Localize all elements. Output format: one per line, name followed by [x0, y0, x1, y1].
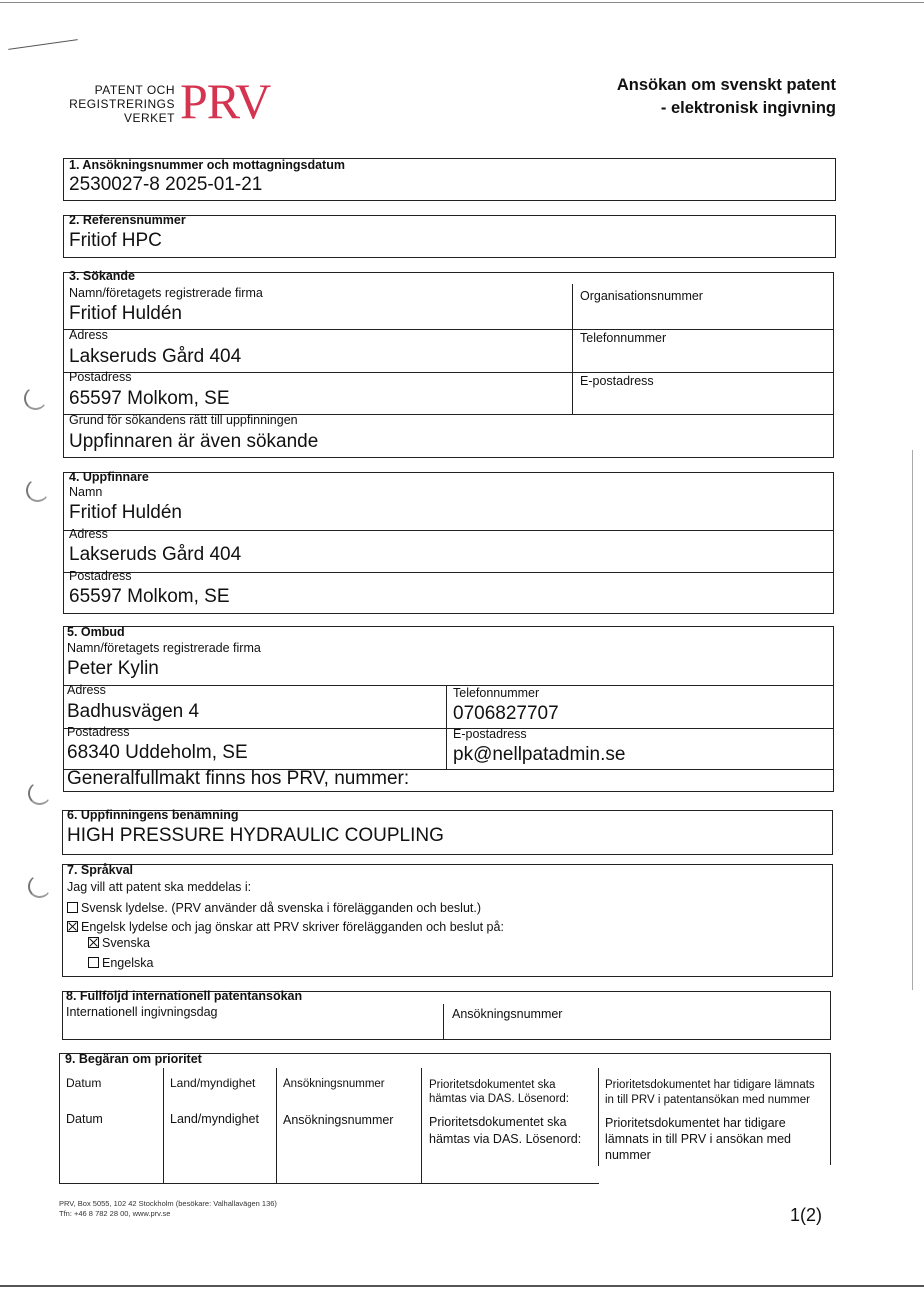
page-number: 1(2)	[790, 1205, 823, 1225]
field-label: E-postadress	[580, 374, 654, 388]
divider	[63, 728, 834, 729]
representative-phone-value: 0706827707	[453, 703, 559, 724]
checkbox-swedish[interactable]	[67, 902, 78, 913]
representative-postal-value: 68340 Uddeholm, SE	[67, 742, 248, 763]
footer-address: PRV, Box 5055, 102 42 Stockholm (besökare: Valhallavägen 136) Tfn: +46 8 782 28 00, www.prv.se	[59, 1199, 277, 1218]
checkbox-english[interactable]	[67, 921, 78, 932]
divider	[598, 1068, 599, 1166]
field-label: Namn/företagets registrerade firma	[67, 641, 261, 655]
field-label: Adress	[69, 328, 108, 342]
section-heading: 2. Referensnummer	[69, 213, 186, 227]
punch-hole-mark	[26, 479, 49, 502]
pen-mark	[8, 39, 77, 50]
section-heading: 9. Begäran om prioritet	[65, 1052, 202, 1066]
priority-country-label: Land/myndighet	[170, 1112, 259, 1126]
priority-number-label: Ansökningsnummer	[283, 1078, 385, 1090]
inventor-name-value: Fritiof Huldén	[69, 502, 182, 523]
logo-text: PATENT OCH REGISTRERINGS VERKET	[69, 83, 175, 125]
field-label: Organisationsnummer	[580, 289, 703, 303]
priority-das-label: Prioritetsdokumentet ska hämtas via DAS. Lösenord:	[429, 1115, 582, 1146]
priority-country-label: Land/myndighet	[170, 1076, 256, 1090]
logo-mark: PRV	[180, 73, 271, 129]
title-line-1: Ansökan om svenskt patent	[616, 76, 836, 94]
field-label: Adress	[69, 527, 108, 541]
field-label: Adress	[67, 683, 106, 697]
field-label: Telefonnummer	[580, 331, 667, 345]
divider	[63, 685, 834, 686]
checkbox-sub-swedish[interactable]	[88, 937, 99, 948]
punch-hole-mark	[28, 875, 51, 898]
right-edge-line	[912, 450, 913, 990]
divider	[421, 1068, 422, 1183]
sub-option-english[interactable]: Engelska	[88, 956, 153, 970]
priority-previous-label: Prioritetsdokumentet har tidigare lämnats in till PRV i patentansökan med nummer	[605, 1079, 815, 1106]
field-label: Telefonnummer	[453, 686, 540, 700]
field-label: Postadress	[69, 370, 132, 384]
field-label: Grund för sökandens rätt till uppfinningen	[69, 413, 298, 427]
priority-das-label: Prioritetsdokumentet ska hämtas via DAS. Lösenord:	[429, 1079, 569, 1105]
field-label: E-postadress	[453, 727, 527, 741]
application-number-value: 2530027-8 2025-01-21	[69, 174, 263, 195]
top-border-line	[0, 2, 924, 3]
document-title	[560, 74, 836, 120]
priority-date-label: Datum	[66, 1112, 103, 1126]
language-intro-text: Jag vill att patent ska meddelas i:	[67, 880, 252, 894]
section-heading: 7. Språkval	[67, 863, 134, 877]
divider	[163, 1068, 164, 1183]
divider	[572, 284, 573, 414]
section-heading: 5. Ombud	[67, 625, 125, 639]
inventor-postal-value: 65597 Molkom, SE	[69, 586, 230, 607]
field-label: Namn/företagets registrerade firma	[69, 286, 263, 300]
divider	[443, 1004, 444, 1040]
option-english-text[interactable]: Engelsk lydelse och jag önskar att PRV skriver förelägganden och beslut på:	[67, 920, 504, 934]
field-label: Namn	[69, 485, 103, 499]
field-label: Internationell ingivningsdag	[66, 1005, 218, 1019]
divider	[830, 1053, 831, 1165]
divider	[59, 1053, 60, 1183]
section-heading: 8. Fullföljd internationell patentansökan	[66, 989, 303, 1003]
priority-previous-label: Prioritetsdokumentet har tidigare lämnats in till PRV i ansökan med nummer	[605, 1116, 791, 1162]
divider	[63, 572, 834, 573]
reference-number-value: Fritiof HPC	[69, 230, 162, 251]
title-line-2: - elektronisk ingivning	[660, 99, 836, 117]
bottom-border-line	[0, 1285, 924, 1287]
priority-number-label: Ansökningsnummer	[283, 1113, 394, 1127]
divider	[59, 1183, 599, 1184]
sub-option-swedish[interactable]: Svenska	[88, 936, 150, 950]
representative-email-value: pk@nellpatadmin.se	[453, 744, 626, 765]
applicant-name-value: Fritiof Huldén	[69, 303, 182, 324]
field-label: Postadress	[69, 569, 132, 583]
representative-address-value: Badhusvägen 4	[67, 701, 200, 722]
divider	[446, 685, 447, 769]
punch-hole-mark	[24, 387, 47, 410]
divider	[63, 530, 834, 531]
divider	[276, 1068, 277, 1183]
section-heading: 1. Ansökningsnummer och mottagningsdatum	[69, 158, 345, 172]
section-heading: 4. Uppfinnare	[69, 470, 149, 484]
checkbox-sub-english[interactable]	[88, 957, 99, 968]
inventor-address-value: Lakseruds Gård 404	[69, 544, 242, 565]
applicant-address-value: Lakseruds Gård 404	[69, 346, 242, 367]
divider	[63, 329, 834, 330]
invention-title-value: HIGH PRESSURE HYDRAULIC COUPLING	[67, 825, 444, 846]
option-swedish-text[interactable]: Svensk lydelse. (PRV använder då svenska i förelägganden och beslut.)	[67, 901, 481, 915]
power-of-attorney-text: Generalfullmakt finns hos PRV, nummer:	[67, 768, 410, 789]
divider	[63, 372, 834, 373]
field-label: Postadress	[67, 725, 130, 739]
field-label: Ansökningsnummer	[452, 1007, 563, 1021]
applicant-postal-value: 65597 Molkom, SE	[69, 388, 230, 409]
section-heading: 3. Sökande	[69, 269, 135, 283]
punch-hole-mark	[28, 782, 51, 805]
section-heading: 6. Uppfinningens benämning	[67, 808, 239, 822]
applicant-reason-value: Uppfinnaren är även sökande	[69, 431, 319, 452]
priority-date-label: Datum	[66, 1076, 102, 1090]
representative-name-value: Peter Kylin	[67, 658, 159, 679]
